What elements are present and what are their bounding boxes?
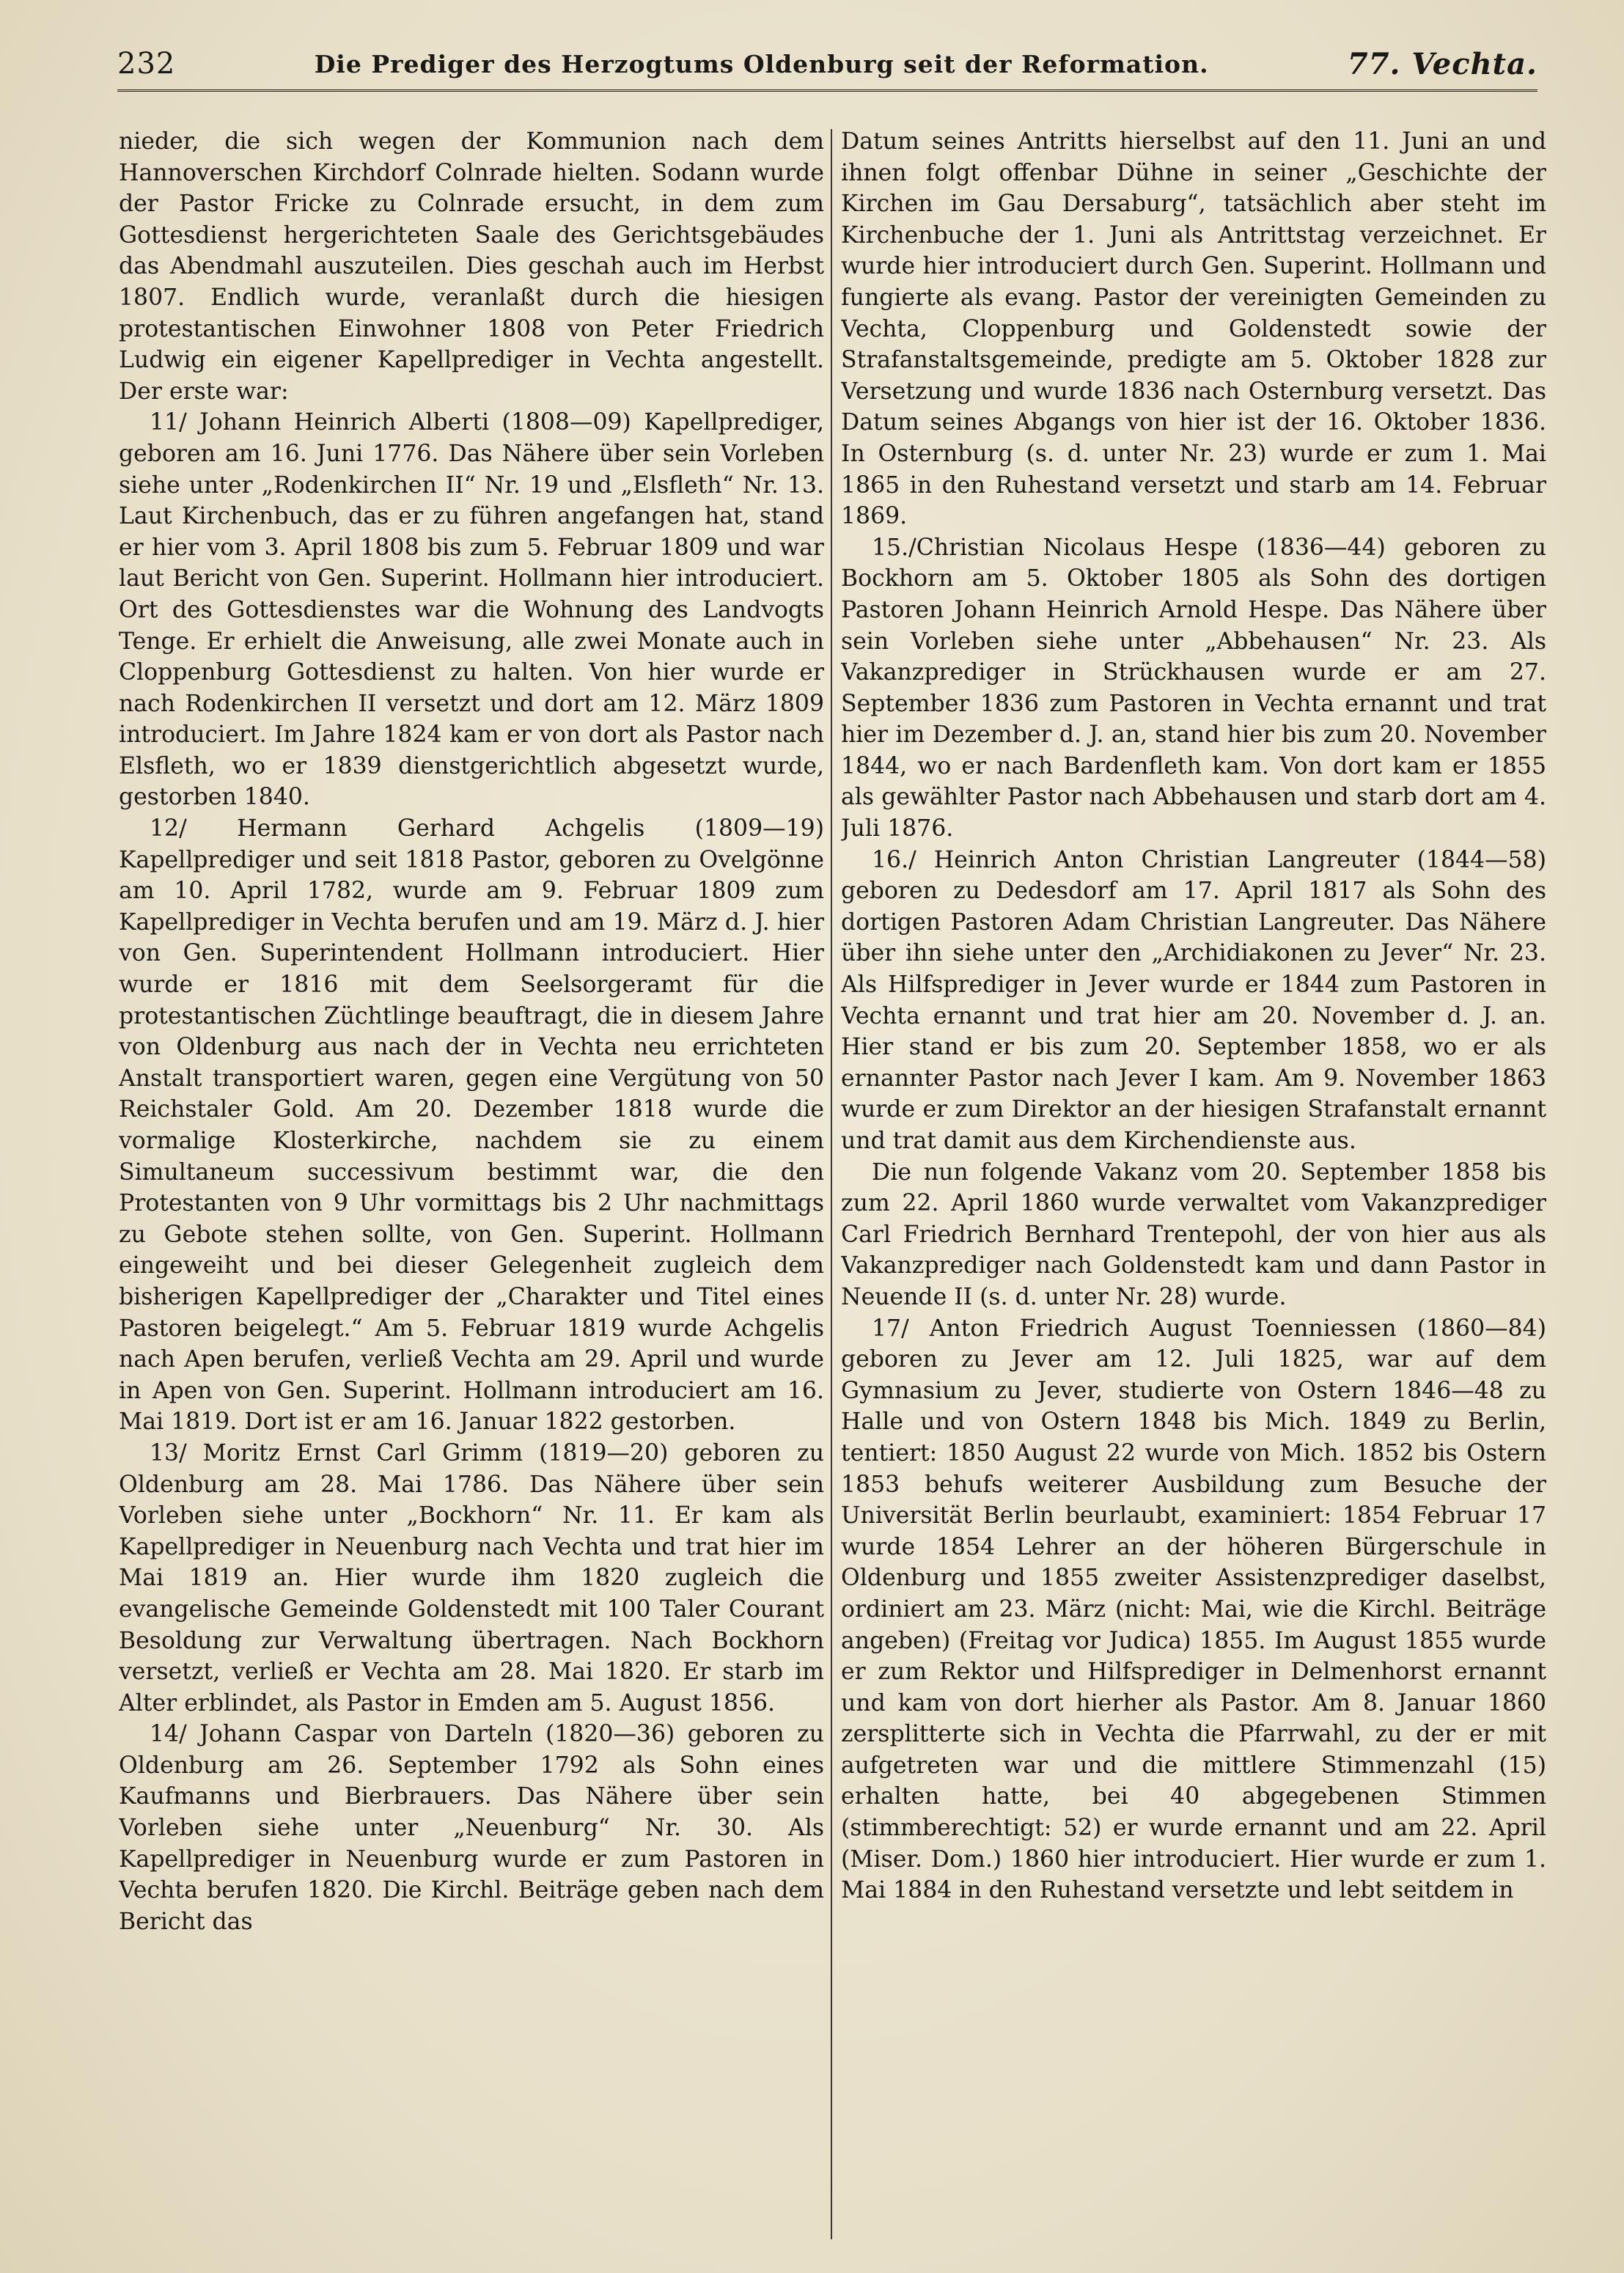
section-heading: 77. Vechta.	[1347, 46, 1537, 81]
paragraph-intro: nieder, die sich wegen der Kommunion nach dem Hannoverschen Kirchdorf Colnrade hielten. Sodann wurde der Pastor Fricke zu Colnrade ersucht, in dem zum Gottesdienst hergerichteten Saale des Gerichtsgebäudes das Abendmahl auszuteilen. Dies geschah auch im Herbst 1807. Endlich wurde, veranlaßt durch die hiesigen protestantischen Einwohner 1808 von Peter Friedrich Ludwig ein eigener Kapellprediger in Vechta angestellt. Der erste war:	[119, 128, 824, 405]
paragraph-entry-13: 13/ Moritz Ernst Carl Grimm (1819—20) geboren zu Oldenburg am 28. Mai 1786. Das Nähere über sein Vorleben siehe unter „Bockhorn“ Nr. 11. Er kam als Kapellprediger in Neuenburg nach Vechta und trat hier im Mai 1819 an. Hier wurde ihm 1820 zugleich die evangelische Gemeinde Goldenstedt mit 100 Taler Courant Besoldung zur Verwaltung übertragen. Nach Bockhorn versetzt, verließ er Vechta am 28. Mai 1820. Er starb im Alter erblindet, als Pastor in Emden am 5. August 1856.	[119, 1439, 824, 1716]
column-divider	[831, 129, 832, 2239]
paragraph-entry-14: 14/ Johann Caspar von Darteln (1820—36) geboren zu Oldenburg am 26. September 1792 als Sohn eines Kaufmanns und Bierbrauers. Das Nähere über sein Vorleben siehe unter „Neuenburg“ Nr. 30. Als Kapellprediger in Neuenburg wurde er zum Pastoren in Vechta berufen 1820. Die Kirchl. Beiträge geben nach dem Bericht das	[119, 1721, 824, 1935]
paragraph-entry-16: 16./ Heinrich Anton Christian Langreuter (1844—58) geboren zu Dedesdorf am 17. April 1817 als Sohn des dortigen Pastoren Adam Christian Langreuter. Das Nähere über ihn siehe unter den „Archidiakonen zu Jever“ Nr. 23. Als Hilfsprediger in Jever wurde er 1844 zum Pastoren in Vechta ernannt und trat hier am 20. November d. J. an. Hier stand er bis zum 20. September 1858, wo er als ernannter Pastor nach Jever I kam. Am 9. November 1863 wurde er zum Direktor an der hiesigen Strafanstalt ernannt und trat damit aus dem Kirchendienste aus.	[841, 846, 1546, 1154]
left-column	[119, 126, 824, 2245]
paragraph-entry-15: 15./Christian Nicolaus Hespe (1836—44) geboren zu Bockhorn am 5. Oktober 1805 als Sohn des dortigen Pastoren Johann Heinrich Arnold Hespe. Das Nähere über sein Vorleben siehe unter „Abbehausen“ Nr. 23. Als Vakanzprediger in Strückhausen wurde er am 27. September 1836 zum Pastoren in Vechta ernannt und trat hier im Dezember d. J. an, stand hier bis zum 20. November 1844, wo er nach Bardenfleth kam. Von dort kam er 1855 als gewählter Pastor nach Abbehausen und starb dort am 4. Juli 1876.	[841, 534, 1546, 842]
running-title: Die Prediger des Herzogtums Oldenburg seit der Reformation.	[314, 49, 1209, 78]
page-header	[117, 38, 1537, 92]
paragraph-entry-17: 17/ Anton Friedrich August Toenniessen (1860—84) geboren zu Jever am 12. Juli 1825, war auf dem Gymnasium zu Jever, studierte von Ostern 1846—48 zu Halle und von Ostern 1848 bis Mich. 1849 zu Berlin, tentiert: 1850 August 22 wurde von Mich. 1852 bis Ostern 1853 behufs weiterer Ausbildung zum Besuche der Universität Berlin beurlaubt, examiniert: 1854 Februar 17 wurde 1854 Lehrer an der höheren Bürgerschule in Oldenburg und 1855 zweiter Assistenzprediger daselbst, ordiniert am 23. März (nicht: Mai, wie die Kirchl. Beiträge angeben) (Freitag vor Judica) 1855. Im August 1855 wurde er zum Rektor und Hilfsprediger in Delmenhorst ernannt und kam von dort hierher als Pastor. Am 8. Januar 1860 zersplitterte sich in Vechta die Pfarrwahl, zu der er mit aufgetreten war und die mittlere Stimmenzahl (15) erhalten hatte, bei 40 abgegebenen Stimmen (stimmberechtigt: 52) er wurde ernannt und am 22. April (Miser. Dom.) 1860 hier introduciert. Hier wurde er zum 1. Mai 1884 in den Ruhestand versetzte und lebt seitdem in	[841, 1315, 1546, 1904]
paragraph-entry-14-cont: Datum seines Antritts hierselbst auf den 11. Juni an und ihnen folgt offenbar Dühne in seiner „Geschichte der Kirchen im Gau Dersaburg“, tatsächlich aber steht im Kirchenbuche der 1. Juni als Antrittstag verzeichnet. Er wurde hier introduciert durch Gen. Superint. Hollmann und fungierte als evang. Pastor der vereinigten Gemeinden zu Vechta, Cloppenburg und Goldenstedt sowie der Strafanstaltsgemeinde, predigte am 5. Oktober 1828 zur Versetzung und wurde 1836 nach Osternburg versetzt. Das Datum seines Abgangs von hier ist der 16. Oktober 1836. In Osternburg (s. d. unter Nr. 23) wurde er zum 1. Mai 1865 in den Ruhestand versetzt und starb am 14. Februar 1869.	[841, 128, 1546, 530]
paragraph-vacancy: Die nun folgende Vakanz vom 20. September 1858 bis zum 22. April 1860 wurde verwaltet vom Vakanzprediger Carl Friedrich Bernhard Trentepohl, der von hier aus als Vakanzprediger nach Goldenstedt kam und dann Pastor in Neuende II (s. d. unter Nr. 28) wurde.	[841, 1158, 1546, 1310]
page-number: 232	[117, 47, 176, 81]
paragraph-entry-11: 11/ Johann Heinrich Alberti (1808—09) Kapellprediger, geboren am 16. Juni 1776. Das Nähere über sein Vorleben siehe unter „Rodenkirchen II“ Nr. 19 und „Elsfleth“ Nr. 13. Laut Kirchenbuch, das er zu führen angefangen hat, stand er hier vom 3. April 1808 bis zum 5. Februar 1809 und war laut Bericht von Gen. Superint. Hollmann hier introduciert. Ort des Gottesdienstes war die Wohnung des Landvogts Tenge. Er erhielt die Anweisung, alle zwei Monate auch in Cloppenburg Gottesdienst zu halten. Von hier wurde er nach Rodenkirchen II versetzt und dort am 12. März 1809 introduciert. Im Jahre 1824 kam er von dort als Pastor nach Elsfleth, wo er 1839 dienstgerichtlich abgesetzt wurde, gestorben 1840.	[119, 409, 824, 811]
right-column	[841, 126, 1546, 2245]
paragraph-entry-12: 12/ Hermann Gerhard Achgelis (1809—19) Kapellprediger und seit 1818 Pastor, geboren zu Ovelgönne am 10. April 1782, wurde am 9. Februar 1809 zum Kapellprediger in Vechta berufen und am 19. März d. J. hier von Gen. Superintendent Hollmann introduciert. Hier wurde er 1816 mit dem Seelsorgeramt für die protestantischen Züchtlinge beauftragt, die in diesem Jahre von Oldenburg aus nach der in Vechta neu errichteten Anstalt transportiert waren, gegen eine Vergütung von 50 Reichstaler Gold. Am 20. Dezember 1818 wurde die vormalige Klosterkirche, nachdem sie zu einem Simultaneum successivum bestimmt war, die den Protestanten von 9 Uhr vormittags bis 2 Uhr nachmittags zu Gebote stehen sollte, von Gen. Superint. Hollmann eingeweiht und bei dieser Gelegenheit zugleich dem bisherigen Kapellprediger der „Charakter und Titel eines Pastoren beigelegt.“ Am 5. Februar 1819 wurde Achgelis nach Apen berufen, verließ Vechta am 29. April und wurde in Apen von Gen. Superint. Hollmann introduciert am 16. Mai 1819. Dort ist er am 16. Januar 1822 gestorben.	[119, 815, 824, 1436]
